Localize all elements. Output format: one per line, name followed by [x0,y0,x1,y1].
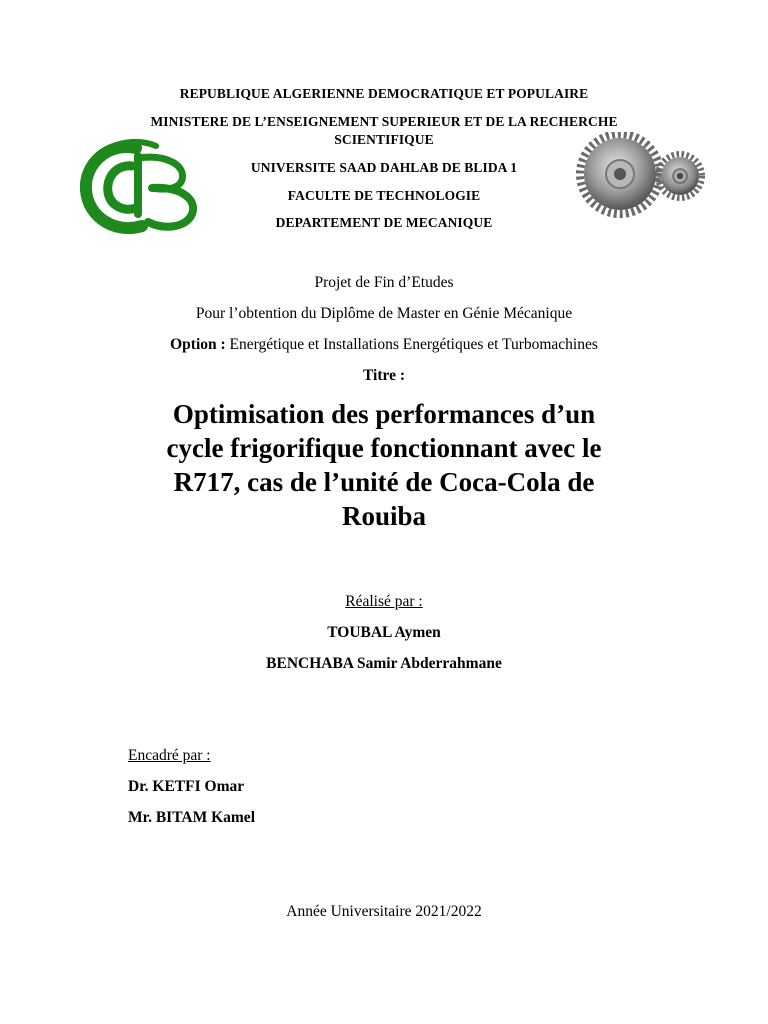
header-faculty: FACULTE DE TECHNOLOGIE [287,188,481,203]
header-department: DEPARTEMENT DE MECANIQUE [275,215,493,230]
author-name-1: TOUBAL Aymen [327,624,441,641]
option-line [0,336,768,354]
supervisors-label: Encadré par : [128,747,211,764]
header-university: UNIVERSITE SAAD DAHLAB DE BLIDA 1 [250,160,518,175]
project-type: Projet de Fin d’Etudes [314,274,454,291]
option-label: Option : [170,336,226,353]
academic-year: Année Universitaire 2021/2022 [286,903,482,920]
diploma-line: Pour l’obtention du Diplôme de Master en Génie Mécanique [195,305,573,322]
supervisor-name-1: Dr. KETFI Omar [128,778,245,795]
authors-label-text: Réalisé par : [345,593,423,610]
option-value: Energétique et Installations Energétiques et Turbomachines [229,336,598,353]
header-ministry: MINISTERE DE L’ENSEIGNEMENT SUPERIEUR ET DE LA RECHERCHE [150,114,618,129]
title-line-4: Rouiba [341,501,427,531]
header-ministry-cont: SCIENTIFIQUE [334,132,434,147]
title-line-2: cycle frigorifique fonctionnant avec le [166,433,602,463]
authors-label [0,593,768,611]
title-line-3: R717, cas de l’unité de Coca-Cola de [173,467,595,497]
author-name-2: BENCHABA Samir Abderrahmane [266,655,502,672]
supervisor-name-2: Mr. BITAM Kamel [128,809,255,826]
title-line-1: Optimisation des performances d’un [172,399,596,429]
header-republic: REPUBLIQUE ALGERIENNE DEMOCRATIQUE ET POPULAIRE [179,86,589,101]
title-label: Titre : [362,367,406,384]
